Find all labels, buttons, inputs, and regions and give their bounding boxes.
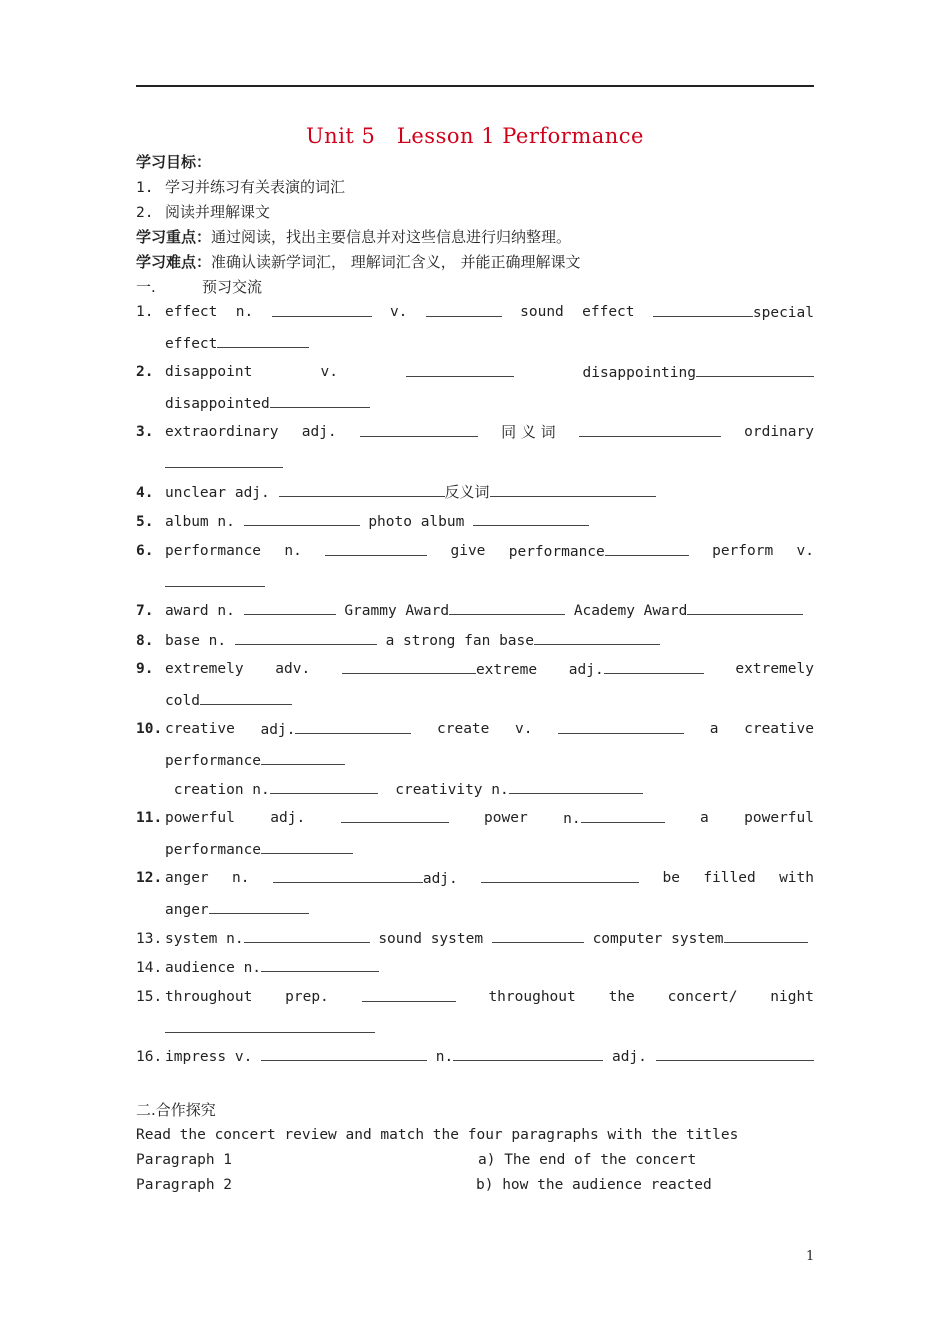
blank[interactable] bbox=[342, 659, 476, 674]
vocab-item-12: 12. anger n. adj. be filled with bbox=[136, 870, 814, 887]
section2-heading: 二.合作探究 bbox=[136, 1101, 216, 1119]
blank[interactable] bbox=[200, 690, 292, 705]
blank[interactable] bbox=[279, 482, 445, 497]
vocab-item-1: 1. effect n. v. sound effect special bbox=[136, 304, 814, 321]
blank[interactable] bbox=[244, 928, 370, 943]
vocab-item-7: 7. award n. Grammy Award Academy Award bbox=[136, 600, 816, 621]
blank[interactable] bbox=[604, 659, 704, 674]
blank[interactable] bbox=[165, 453, 283, 468]
vocab-item-13: 13. system n. sound system computer system bbox=[136, 928, 816, 949]
blank[interactable] bbox=[272, 302, 372, 317]
blank[interactable] bbox=[653, 302, 753, 317]
blank[interactable] bbox=[453, 1046, 603, 1061]
blank[interactable] bbox=[217, 333, 309, 348]
blank[interactable] bbox=[341, 808, 449, 823]
blank[interactable] bbox=[492, 928, 584, 943]
blank[interactable] bbox=[581, 808, 665, 823]
paragraph-1-row: Paragraph 1 a) The end of the concert bbox=[136, 1152, 697, 1168]
blank[interactable] bbox=[165, 572, 265, 587]
blank[interactable] bbox=[165, 1018, 375, 1033]
blank[interactable] bbox=[209, 899, 309, 914]
blank[interactable] bbox=[261, 957, 379, 972]
vocab-item-9: 9. extremely adv. extreme adj. extremely bbox=[136, 661, 814, 678]
vocab-item-12-cont: anger bbox=[136, 899, 845, 920]
keypoint-text: 通过阅读，找出主要信息并对这些信息进行归纳整理。 bbox=[211, 228, 572, 246]
vocab-item-11-cont: performance bbox=[136, 839, 845, 860]
objectives-heading: 学习目标： bbox=[136, 153, 212, 171]
blank[interactable] bbox=[473, 511, 589, 526]
vocab-item-4: 4. unclear adj. 反义词 bbox=[136, 482, 816, 503]
difficulty-label: 学习难点： bbox=[136, 253, 212, 271]
vocab-item-5: 5. album n. photo album bbox=[136, 511, 816, 532]
vocab-item-10-cont2: creation n. creativity n. bbox=[136, 779, 845, 800]
vocab-item-6-cont bbox=[136, 572, 845, 593]
difficulty-text: 准确认读新学词汇， 理解词汇含义， 并能正确理解课文 bbox=[211, 253, 581, 271]
page-title: Unit 5 Lesson 1 Performance bbox=[305, 124, 644, 148]
vocab-item-2: 2. disappoint v. disappointing bbox=[136, 362, 814, 383]
vocab-item-3: 3. extraordinary adj. 同 义 词 ordinary bbox=[136, 423, 814, 441]
page-number: 1 bbox=[806, 1249, 815, 1264]
blank[interactable] bbox=[406, 362, 514, 377]
difficulty-row bbox=[136, 252, 816, 272]
blank[interactable] bbox=[449, 600, 565, 615]
header-rule bbox=[136, 85, 814, 87]
vocab-item-9-cont: cold bbox=[136, 690, 845, 711]
vocab-item-8: 8. base n. a strong fan base bbox=[136, 630, 816, 651]
blank[interactable] bbox=[270, 393, 370, 408]
blank[interactable] bbox=[273, 868, 423, 883]
section2-instruction: Read the concert review and match the four paragraphs with the titles bbox=[136, 1127, 739, 1143]
blank[interactable] bbox=[605, 541, 689, 556]
blank[interactable] bbox=[534, 630, 660, 645]
vocab-item-15-cont bbox=[136, 1018, 845, 1039]
blank[interactable] bbox=[235, 630, 377, 645]
blank[interactable] bbox=[687, 600, 803, 615]
vocab-item-3-cont bbox=[136, 453, 845, 474]
blank[interactable] bbox=[261, 750, 345, 765]
section1-heading: 一. 预习交流 bbox=[136, 278, 263, 296]
vocab-item-15: 15. throughout prep. throughout the concert/ night bbox=[136, 989, 814, 1005]
keypoint-label: 学习重点： bbox=[136, 228, 212, 246]
vocab-item-11: 11. powerful adj. power n. a powerful bbox=[136, 810, 814, 827]
objective-2: 2. 阅读并理解课文 bbox=[136, 203, 271, 221]
blank[interactable] bbox=[558, 719, 684, 734]
keypoint-row bbox=[136, 227, 816, 247]
blank[interactable] bbox=[261, 1046, 427, 1061]
blank[interactable] bbox=[579, 422, 721, 437]
blank[interactable] bbox=[261, 839, 353, 854]
vocab-item-6: 6. performance n. give performance perform v. bbox=[136, 543, 814, 560]
blank[interactable] bbox=[696, 362, 814, 377]
blank[interactable] bbox=[362, 987, 456, 1002]
blank[interactable] bbox=[724, 928, 808, 943]
blank[interactable] bbox=[509, 779, 643, 794]
paragraph-2-row: Paragraph 2 b) how the audience reacted bbox=[136, 1177, 712, 1193]
blank[interactable] bbox=[656, 1046, 814, 1061]
blank[interactable] bbox=[490, 482, 656, 497]
vocab-item-16: 16. impress v. n. adj. bbox=[136, 1046, 816, 1067]
objective-1: 1. 学习并练习有关表演的词汇 bbox=[136, 178, 346, 196]
vocab-item-10: 10. creative adj. create v. a creative bbox=[136, 721, 814, 738]
blank[interactable] bbox=[481, 868, 639, 883]
vocab-item-14: 14. audience n. bbox=[136, 957, 816, 978]
blank[interactable] bbox=[325, 541, 427, 556]
blank[interactable] bbox=[295, 719, 411, 734]
blank[interactable] bbox=[244, 511, 360, 526]
blank[interactable] bbox=[244, 600, 336, 615]
blank[interactable] bbox=[270, 779, 378, 794]
blank[interactable] bbox=[360, 422, 478, 437]
blank[interactable] bbox=[426, 302, 502, 317]
vocab-item-10-cont: performance bbox=[136, 750, 845, 771]
vocab-item-2-cont: disappointed bbox=[136, 393, 845, 414]
vocab-item-1-cont: effect bbox=[136, 333, 845, 354]
